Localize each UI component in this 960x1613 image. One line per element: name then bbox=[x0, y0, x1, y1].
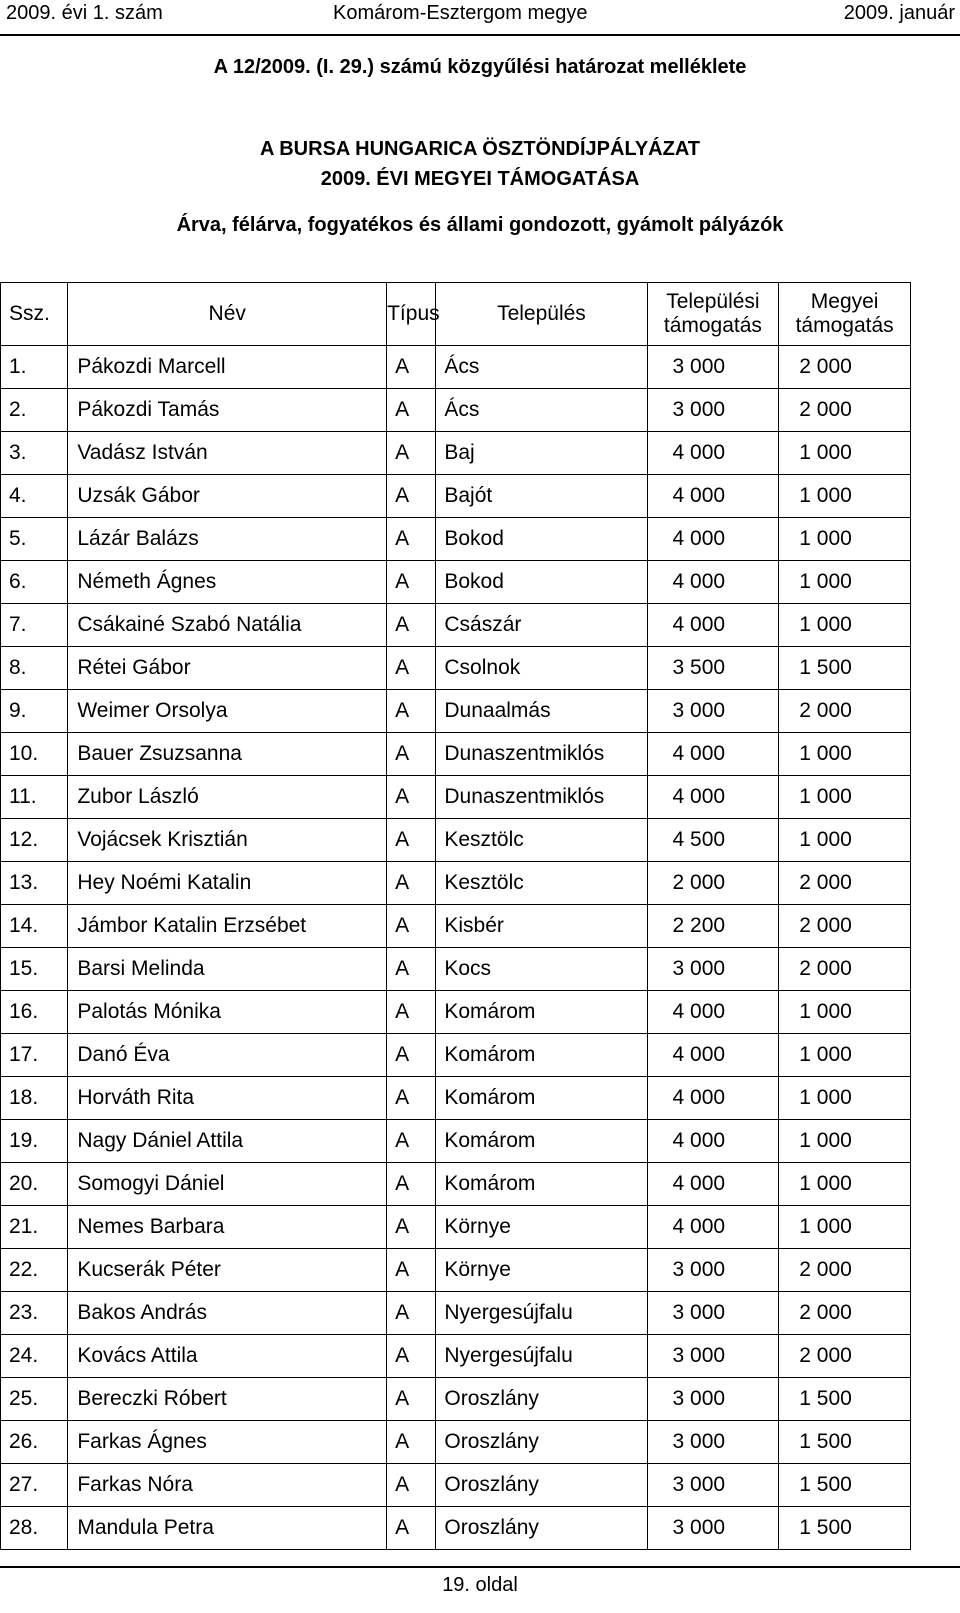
cell-ssz: 2. bbox=[1, 389, 68, 432]
footer-divider bbox=[0, 1566, 960, 1568]
cell-telepules: Baj bbox=[436, 432, 647, 475]
cell-telepulesi-tamogatas: 3 500 bbox=[647, 647, 779, 690]
cell-telepulesi-tamogatas: 3 000 bbox=[647, 690, 779, 733]
cell-telepules: Ács bbox=[436, 389, 647, 432]
main-title bbox=[0, 134, 960, 194]
cell-telepulesi-tamogatas: 4 000 bbox=[647, 1120, 779, 1163]
cell-tipus: A bbox=[387, 647, 436, 690]
cell-telepulesi-tamogatas: 3 000 bbox=[647, 1464, 779, 1507]
cell-tipus: A bbox=[387, 1507, 436, 1550]
header-tipus: Típus bbox=[387, 283, 436, 346]
cell-tipus: A bbox=[387, 819, 436, 862]
table-row bbox=[1, 819, 911, 862]
cell-ssz: 4. bbox=[1, 475, 68, 518]
table-row bbox=[1, 776, 911, 819]
cell-nev: Pákozdi Tamás bbox=[68, 389, 387, 432]
cell-ssz: 26. bbox=[1, 1421, 68, 1464]
cell-nev: Uzsák Gábor bbox=[68, 475, 387, 518]
cell-megyei-tamogatas: 1 000 bbox=[779, 1120, 911, 1163]
cell-telepules: Kocs bbox=[436, 948, 647, 991]
cell-tipus: A bbox=[387, 1464, 436, 1507]
cell-tipus: A bbox=[387, 1077, 436, 1120]
cell-telepulesi-tamogatas: 3 000 bbox=[647, 1421, 779, 1464]
cell-telepules: Komárom bbox=[436, 1120, 647, 1163]
cell-nev: Bauer Zsuzsanna bbox=[68, 733, 387, 776]
cell-nev: Nemes Barbara bbox=[68, 1206, 387, 1249]
cell-ssz: 28. bbox=[1, 1507, 68, 1550]
cell-telepulesi-tamogatas: 3 000 bbox=[647, 1335, 779, 1378]
cell-telepules: Kesztölc bbox=[436, 819, 647, 862]
cell-telepulesi-tamogatas: 4 000 bbox=[647, 561, 779, 604]
cell-ssz: 21. bbox=[1, 1206, 68, 1249]
table-row bbox=[1, 948, 911, 991]
cell-megyei-tamogatas: 1 500 bbox=[779, 1378, 911, 1421]
cell-ssz: 11. bbox=[1, 776, 68, 819]
table-row bbox=[1, 1120, 911, 1163]
cell-telepules: Dunaalmás bbox=[436, 690, 647, 733]
cell-telepulesi-tamogatas: 3 000 bbox=[647, 389, 779, 432]
table-row bbox=[1, 690, 911, 733]
table-row bbox=[1, 647, 911, 690]
cell-nev: Németh Ágnes bbox=[68, 561, 387, 604]
page-number: 19. oldal bbox=[442, 1574, 518, 1596]
cell-megyei-tamogatas: 1 000 bbox=[779, 1034, 911, 1077]
cell-tipus: A bbox=[387, 604, 436, 647]
table-row bbox=[1, 991, 911, 1034]
table-row bbox=[1, 1077, 911, 1120]
issue-label: 2009. évi 1. szám bbox=[6, 2, 163, 24]
cell-telepules: Oroszlány bbox=[436, 1421, 647, 1464]
cell-megyei-tamogatas: 1 000 bbox=[779, 518, 911, 561]
cell-telepules: Környe bbox=[436, 1206, 647, 1249]
main-title-line2: 2009. ÉVI MEGYEI TÁMOGATÁSA bbox=[320, 168, 640, 190]
table-row bbox=[1, 561, 911, 604]
header-telepulesi-tamogatas-line2: támogatás bbox=[663, 314, 762, 337]
cell-telepulesi-tamogatas: 4 000 bbox=[647, 776, 779, 819]
annex-title: A 12/2009. (I. 29.) számú közgyűlési határozat melléklete bbox=[213, 56, 747, 78]
cell-megyei-tamogatas: 1 500 bbox=[779, 1464, 911, 1507]
cell-ssz: 5. bbox=[1, 518, 68, 561]
table-row bbox=[1, 604, 911, 647]
cell-megyei-tamogatas: 1 000 bbox=[779, 432, 911, 475]
table-row bbox=[1, 733, 911, 776]
cell-telepulesi-tamogatas: 4 500 bbox=[647, 819, 779, 862]
cell-tipus: A bbox=[387, 1034, 436, 1077]
cell-tipus: A bbox=[387, 346, 436, 389]
cell-megyei-tamogatas: 1 000 bbox=[779, 991, 911, 1034]
cell-megyei-tamogatas: 1 500 bbox=[779, 1421, 911, 1464]
cell-nev: Bereczki Róbert bbox=[68, 1378, 387, 1421]
cell-tipus: A bbox=[387, 475, 436, 518]
cell-ssz: 12. bbox=[1, 819, 68, 862]
cell-nev: Weimer Orsolya bbox=[68, 690, 387, 733]
cell-megyei-tamogatas: 2 000 bbox=[779, 905, 911, 948]
cell-tipus: A bbox=[387, 1206, 436, 1249]
cell-telepulesi-tamogatas: 4 000 bbox=[647, 1077, 779, 1120]
cell-nev: Rétei Gábor bbox=[68, 647, 387, 690]
cell-telepules: Kisbér bbox=[436, 905, 647, 948]
cell-nev: Zubor László bbox=[68, 776, 387, 819]
cell-telepulesi-tamogatas: 4 000 bbox=[647, 1163, 779, 1206]
county-label: Komárom-Esztergom megye bbox=[333, 2, 588, 24]
cell-telepules: Komárom bbox=[436, 1163, 647, 1206]
cell-telepules: Csolnok bbox=[436, 647, 647, 690]
table-row bbox=[1, 389, 911, 432]
cell-megyei-tamogatas: 2 000 bbox=[779, 862, 911, 905]
cell-ssz: 14. bbox=[1, 905, 68, 948]
cell-tipus: A bbox=[387, 1378, 436, 1421]
cell-telepulesi-tamogatas: 3 000 bbox=[647, 1507, 779, 1550]
cell-tipus: A bbox=[387, 561, 436, 604]
cell-ssz: 23. bbox=[1, 1292, 68, 1335]
table-row bbox=[1, 1378, 911, 1421]
cell-tipus: A bbox=[387, 1335, 436, 1378]
cell-megyei-tamogatas: 2 000 bbox=[779, 690, 911, 733]
cell-megyei-tamogatas: 1 500 bbox=[779, 647, 911, 690]
category-title: Árva, félárva, fogyatékos és állami gondozott, gyámolt pályázók bbox=[176, 214, 784, 236]
header-megyei-tamogatas-line2: támogatás bbox=[795, 314, 894, 337]
cell-ssz: 3. bbox=[1, 432, 68, 475]
cell-telepules: Környe bbox=[436, 1249, 647, 1292]
table-row bbox=[1, 1034, 911, 1077]
cell-nev: Danó Éva bbox=[68, 1034, 387, 1077]
cell-megyei-tamogatas: 1 000 bbox=[779, 1206, 911, 1249]
cell-tipus: A bbox=[387, 948, 436, 991]
cell-megyei-tamogatas: 2 000 bbox=[779, 389, 911, 432]
header-telepulesi-tamogatas-line1: Települési bbox=[666, 290, 760, 313]
cell-ssz: 18. bbox=[1, 1077, 68, 1120]
cell-telepules: Bokod bbox=[436, 561, 647, 604]
cell-megyei-tamogatas: 2 000 bbox=[779, 948, 911, 991]
cell-nev: Lázár Balázs bbox=[68, 518, 387, 561]
cell-tipus: A bbox=[387, 776, 436, 819]
cell-nev: Hey Noémi Katalin bbox=[68, 862, 387, 905]
cell-tipus: A bbox=[387, 518, 436, 561]
cell-nev: Csákainé Szabó Natália bbox=[68, 604, 387, 647]
header-telepulesi-tamogatas bbox=[647, 283, 779, 346]
header-telepules: Település bbox=[436, 283, 647, 346]
cell-megyei-tamogatas: 1 000 bbox=[779, 819, 911, 862]
cell-telepules: Dunaszentmiklós bbox=[436, 776, 647, 819]
table-row bbox=[1, 518, 911, 561]
table-row bbox=[1, 1249, 911, 1292]
cell-telepules: Nyergesújfalu bbox=[436, 1292, 647, 1335]
table-row bbox=[1, 1507, 911, 1550]
cell-nev: Somogyi Dániel bbox=[68, 1163, 387, 1206]
cell-nev: Horváth Rita bbox=[68, 1077, 387, 1120]
cell-nev: Mandula Petra bbox=[68, 1507, 387, 1550]
table-row bbox=[1, 1464, 911, 1507]
cell-telepules: Ács bbox=[436, 346, 647, 389]
table-body bbox=[1, 346, 911, 1550]
cell-telepules: Komárom bbox=[436, 1034, 647, 1077]
cell-tipus: A bbox=[387, 991, 436, 1034]
cell-ssz: 9. bbox=[1, 690, 68, 733]
cell-nev: Barsi Melinda bbox=[68, 948, 387, 991]
cell-nev: Farkas Ágnes bbox=[68, 1421, 387, 1464]
cell-telepules: Nyergesújfalu bbox=[436, 1335, 647, 1378]
cell-megyei-tamogatas: 1 000 bbox=[779, 1163, 911, 1206]
table-row bbox=[1, 1292, 911, 1335]
table-row bbox=[1, 905, 911, 948]
cell-ssz: 24. bbox=[1, 1335, 68, 1378]
cell-telepules: Bokod bbox=[436, 518, 647, 561]
cell-telepulesi-tamogatas: 4 000 bbox=[647, 475, 779, 518]
cell-telepulesi-tamogatas: 2 000 bbox=[647, 862, 779, 905]
cell-telepulesi-tamogatas: 3 000 bbox=[647, 1292, 779, 1335]
cell-ssz: 16. bbox=[1, 991, 68, 1034]
cell-ssz: 22. bbox=[1, 1249, 68, 1292]
cell-nev: Nagy Dániel Attila bbox=[68, 1120, 387, 1163]
cell-nev: Vojácsek Krisztián bbox=[68, 819, 387, 862]
table-row bbox=[1, 1421, 911, 1464]
cell-tipus: A bbox=[387, 733, 436, 776]
cell-tipus: A bbox=[387, 1120, 436, 1163]
cell-tipus: A bbox=[387, 905, 436, 948]
cell-telepulesi-tamogatas: 4 000 bbox=[647, 604, 779, 647]
cell-telepules: Dunaszentmiklós bbox=[436, 733, 647, 776]
cell-megyei-tamogatas: 2 000 bbox=[779, 1292, 911, 1335]
cell-megyei-tamogatas: 1 000 bbox=[779, 733, 911, 776]
main-title-line1: A BURSA HUNGARICA ÖSZTÖNDÍJPÁLYÁZAT bbox=[259, 138, 700, 160]
cell-ssz: 13. bbox=[1, 862, 68, 905]
cell-megyei-tamogatas: 1 500 bbox=[779, 1507, 911, 1550]
cell-telepules: Kesztölc bbox=[436, 862, 647, 905]
cell-ssz: 25. bbox=[1, 1378, 68, 1421]
cell-telepules: Bajót bbox=[436, 475, 647, 518]
header-nev: Név bbox=[68, 283, 387, 346]
cell-telepulesi-tamogatas: 4 000 bbox=[647, 432, 779, 475]
cell-ssz: 20. bbox=[1, 1163, 68, 1206]
table-row bbox=[1, 432, 911, 475]
cell-ssz: 6. bbox=[1, 561, 68, 604]
cell-megyei-tamogatas: 1 000 bbox=[779, 475, 911, 518]
cell-megyei-tamogatas: 1 000 bbox=[779, 1077, 911, 1120]
cell-telepulesi-tamogatas: 3 000 bbox=[647, 346, 779, 389]
cell-nev: Jámbor Katalin Erzsébet bbox=[68, 905, 387, 948]
cell-tipus: A bbox=[387, 862, 436, 905]
scholarship-table bbox=[0, 282, 911, 1550]
cell-telepulesi-tamogatas: 3 000 bbox=[647, 1378, 779, 1421]
cell-tipus: A bbox=[387, 432, 436, 475]
table-header-row bbox=[1, 283, 911, 346]
header-ssz: Ssz. bbox=[1, 283, 68, 346]
cell-megyei-tamogatas: 2 000 bbox=[779, 346, 911, 389]
cell-ssz: 8. bbox=[1, 647, 68, 690]
cell-ssz: 27. bbox=[1, 1464, 68, 1507]
page-header bbox=[0, 0, 960, 34]
cell-telepules: Komárom bbox=[436, 1077, 647, 1120]
cell-megyei-tamogatas: 2 000 bbox=[779, 1335, 911, 1378]
cell-telepulesi-tamogatas: 4 000 bbox=[647, 991, 779, 1034]
table-row bbox=[1, 862, 911, 905]
cell-tipus: A bbox=[387, 1292, 436, 1335]
cell-telepulesi-tamogatas: 3 000 bbox=[647, 1249, 779, 1292]
table-row bbox=[1, 1335, 911, 1378]
cell-tipus: A bbox=[387, 690, 436, 733]
cell-ssz: 19. bbox=[1, 1120, 68, 1163]
cell-telepules: Császár bbox=[436, 604, 647, 647]
date-label: 2009. január bbox=[843, 2, 955, 24]
cell-nev: Farkas Nóra bbox=[68, 1464, 387, 1507]
table-row bbox=[1, 1163, 911, 1206]
cell-telepulesi-tamogatas: 4 000 bbox=[647, 518, 779, 561]
cell-ssz: 1. bbox=[1, 346, 68, 389]
cell-tipus: A bbox=[387, 1421, 436, 1464]
cell-megyei-tamogatas: 1 000 bbox=[779, 604, 911, 647]
cell-ssz: 7. bbox=[1, 604, 68, 647]
cell-telepules: Komárom bbox=[436, 991, 647, 1034]
cell-ssz: 17. bbox=[1, 1034, 68, 1077]
table-row bbox=[1, 346, 911, 389]
cell-telepulesi-tamogatas: 4 000 bbox=[647, 733, 779, 776]
cell-nev: Pákozdi Marcell bbox=[68, 346, 387, 389]
cell-tipus: A bbox=[387, 1163, 436, 1206]
cell-telepulesi-tamogatas: 3 000 bbox=[647, 948, 779, 991]
cell-telepulesi-tamogatas: 4 000 bbox=[647, 1034, 779, 1077]
table-row bbox=[1, 1206, 911, 1249]
cell-megyei-tamogatas: 1 000 bbox=[779, 561, 911, 604]
cell-nev: Kucserák Péter bbox=[68, 1249, 387, 1292]
cell-telepulesi-tamogatas: 4 000 bbox=[647, 1206, 779, 1249]
cell-megyei-tamogatas: 1 000 bbox=[779, 776, 911, 819]
cell-nev: Bakos András bbox=[68, 1292, 387, 1335]
cell-megyei-tamogatas: 2 000 bbox=[779, 1249, 911, 1292]
cell-telepules: Oroszlány bbox=[436, 1378, 647, 1421]
cell-telepules: Oroszlány bbox=[436, 1464, 647, 1507]
header-divider bbox=[0, 34, 960, 36]
cell-ssz: 15. bbox=[1, 948, 68, 991]
cell-nev: Palotás Mónika bbox=[68, 991, 387, 1034]
cell-tipus: A bbox=[387, 389, 436, 432]
cell-telepulesi-tamogatas: 2 200 bbox=[647, 905, 779, 948]
cell-telepules: Oroszlány bbox=[436, 1507, 647, 1550]
cell-tipus: A bbox=[387, 1249, 436, 1292]
cell-nev: Vadász István bbox=[68, 432, 387, 475]
cell-nev: Kovács Attila bbox=[68, 1335, 387, 1378]
table-row bbox=[1, 475, 911, 518]
header-megyei-tamogatas bbox=[779, 283, 911, 346]
cell-ssz: 10. bbox=[1, 733, 68, 776]
header-megyei-tamogatas-line1: Megyei bbox=[810, 290, 879, 313]
